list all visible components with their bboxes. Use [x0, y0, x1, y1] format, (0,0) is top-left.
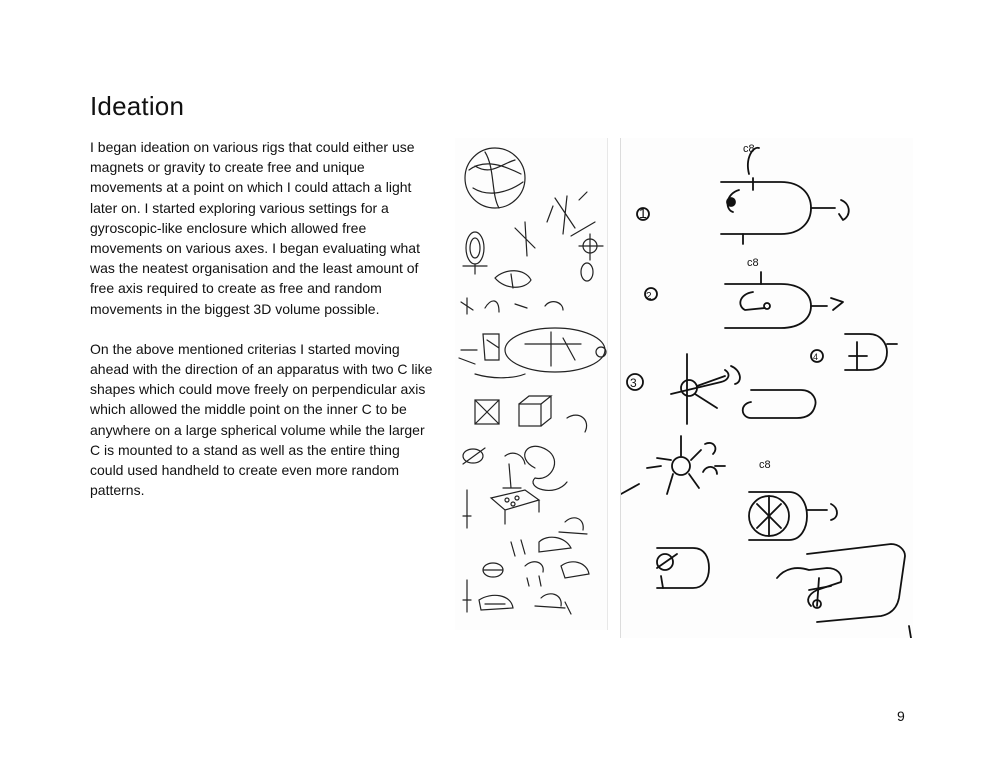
body-text	[90, 137, 435, 500]
sketch-label-4: 4	[813, 352, 819, 362]
paragraph-2: On the above mentioned criterias I started moving ahead with the direction of an apparatus with two C like shapes which could move freely on perpendicular axis which allowed the middle point on the inner C to be anywhere on a large spherical volume while the larger C is mounted to a stand as well as the entire thing could used handheld to create even more random patterns.	[90, 340, 433, 499]
sketch-label-3: 3	[630, 376, 637, 390]
sketch-label-2: 2	[646, 291, 652, 302]
page-number: 9	[897, 708, 905, 724]
paragraph-1: I began ideation on various rigs that could either use magnets or gravity to create free and unique movements at a point on which I could attach a light later on. I started exploring various settings for a gyroscopic-like enclosure which allowed free movements on various axes. I began evaluating what was the neatest organisation and the least amount of free axis required to create as free and random movements in the biggest 3D volume possible.	[90, 139, 420, 317]
sketch-label-1: 1	[639, 205, 647, 221]
c-rig-concept-sketches-illustration	[621, 138, 913, 638]
sketch-label-c8-a: c8	[743, 143, 755, 155]
sketch-label-c8-b: c8	[747, 257, 759, 269]
ideation-sketches-left-illustration	[455, 138, 607, 630]
sketch-image-right	[620, 138, 913, 638]
page-title: Ideation	[90, 91, 185, 121]
sketch-image-left	[455, 138, 608, 630]
sketch-label-c8-c: c8	[759, 459, 771, 471]
